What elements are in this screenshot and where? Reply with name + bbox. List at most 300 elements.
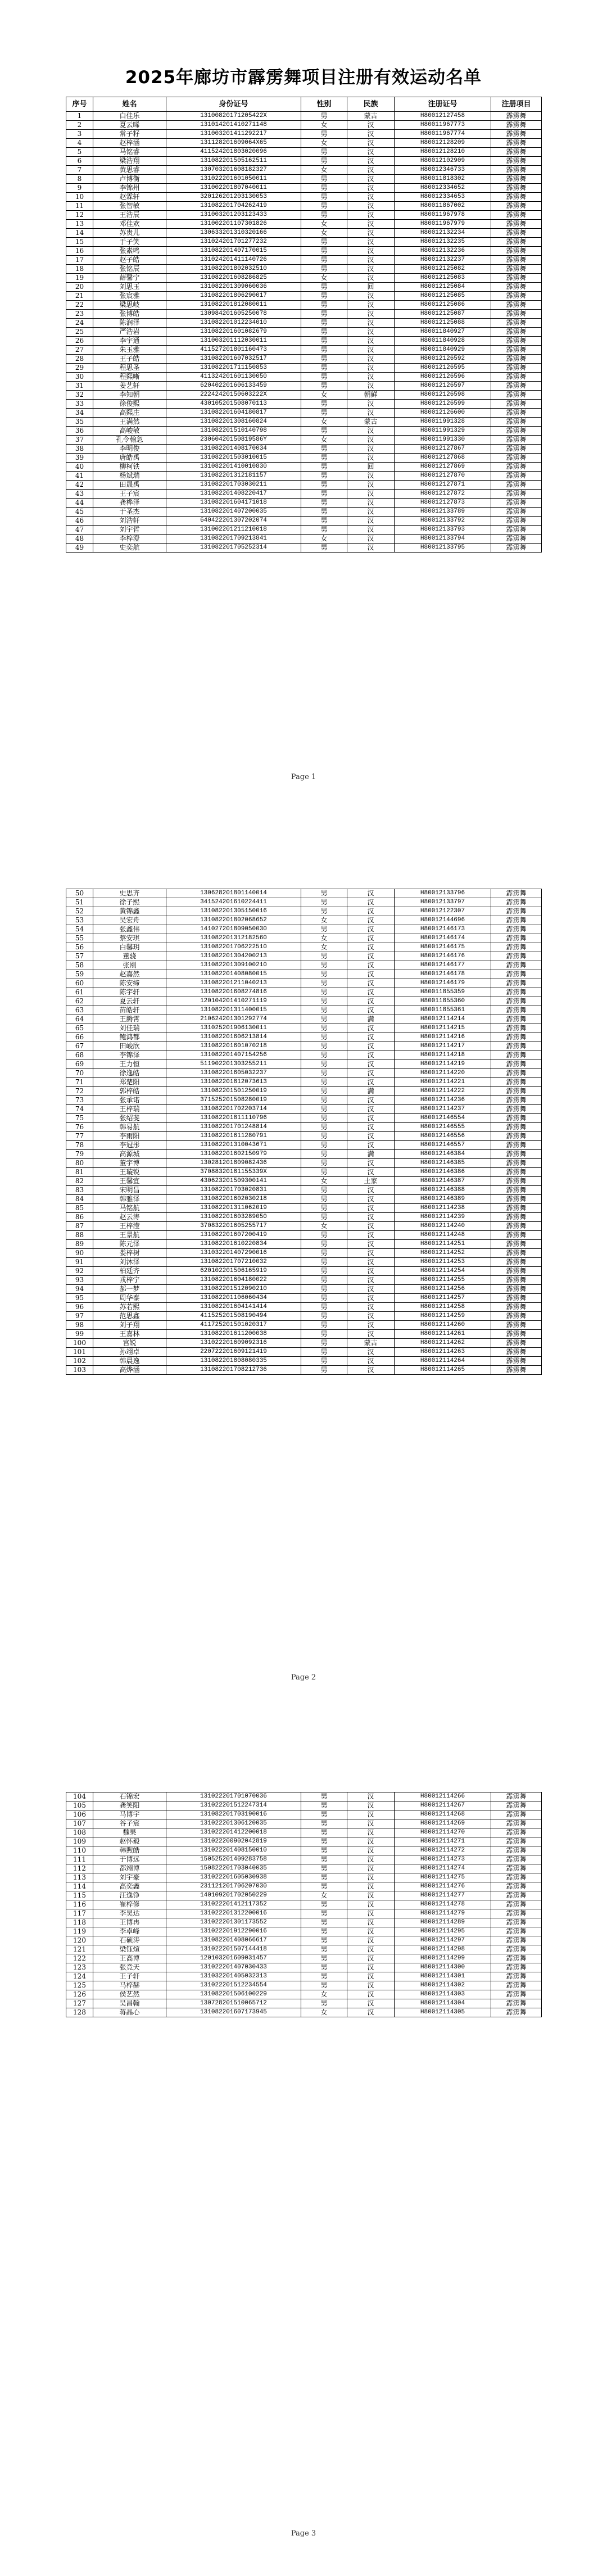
cell-gender: 男 xyxy=(301,490,347,499)
cell-name: 王博冉 xyxy=(93,1918,166,1927)
cell-gender: 男 xyxy=(301,1972,347,1981)
cell-name: 张智敏 xyxy=(93,202,166,211)
cell-index: 81 xyxy=(66,1168,93,1177)
cell-gender: 男 xyxy=(301,988,347,997)
cell-name: 娄梓树 xyxy=(93,1249,166,1258)
cell-event: 霹雳舞 xyxy=(491,952,542,961)
cell-gender: 男 xyxy=(301,247,347,256)
cell-registration-number: H80012114237 xyxy=(395,1105,491,1114)
cell-name: 白佳乐 xyxy=(93,112,166,121)
cell-gender: 男 xyxy=(301,1042,347,1051)
cell-registration-number: H80012114239 xyxy=(395,1213,491,1222)
cell-gender: 男 xyxy=(301,1837,347,1846)
cell-gender: 男 xyxy=(301,1819,347,1828)
cell-ethnicity: 汉 xyxy=(347,1276,395,1285)
cell-name: 赵梓涵 xyxy=(93,139,166,148)
cell-registration-number: H80012126597 xyxy=(395,382,491,391)
table-row xyxy=(66,1864,542,1873)
cell-registration-number: H80012334653 xyxy=(395,193,491,202)
table-row xyxy=(66,1204,542,1213)
cell-index: 102 xyxy=(66,1357,93,1366)
cell-name: 韩晨逸 xyxy=(93,1357,166,1366)
cell-ethnicity: 汉 xyxy=(347,121,395,130)
cell-registration-number: H80011967978 xyxy=(395,211,491,220)
table-row xyxy=(66,373,542,382)
cell-id-number: 131024201701277232 xyxy=(166,238,301,247)
cell-index: 5 xyxy=(66,148,93,157)
cell-event: 霹雳舞 xyxy=(491,997,542,1006)
table-row xyxy=(66,1936,542,1945)
cell-event: 霹雳舞 xyxy=(491,1990,542,1999)
cell-event: 霹雳舞 xyxy=(491,1087,542,1096)
cell-index: 51 xyxy=(66,898,93,907)
cell-index: 44 xyxy=(66,499,93,508)
cell-index: 40 xyxy=(66,463,93,472)
cell-index: 111 xyxy=(66,1855,93,1864)
table-row xyxy=(66,355,542,364)
cell-index: 55 xyxy=(66,934,93,943)
cell-index: 29 xyxy=(66,364,93,373)
cell-index: 69 xyxy=(66,1060,93,1069)
cell-registration-number: H80012132235 xyxy=(395,238,491,247)
cell-gender: 男 xyxy=(301,1276,347,1285)
cell-name: 赵子皓 xyxy=(93,256,166,265)
cell-gender: 男 xyxy=(301,382,347,391)
cell-gender: 男 xyxy=(301,898,347,907)
cell-id-number: 131082201604180022 xyxy=(166,1276,301,1285)
cell-index: 78 xyxy=(66,1141,93,1150)
cell-gender: 男 xyxy=(301,526,347,535)
cell-name: 张博皓 xyxy=(93,310,166,319)
table-row xyxy=(66,1954,542,1963)
table-row xyxy=(66,202,542,211)
cell-event: 霹雳舞 xyxy=(491,391,542,400)
cell-index: 53 xyxy=(66,916,93,925)
cell-ethnicity: 汉 xyxy=(347,1945,395,1954)
cell-gender: 男 xyxy=(301,319,347,328)
cell-index: 123 xyxy=(66,1963,93,1972)
cell-ethnicity: 汉 xyxy=(347,535,395,544)
cell-registration-number: H80012128209 xyxy=(395,139,491,148)
cell-ethnicity: 汉 xyxy=(347,1033,395,1042)
table-row xyxy=(66,1114,542,1123)
cell-name: 薛馨宁 xyxy=(93,274,166,283)
table-row xyxy=(66,898,542,907)
cell-name: 张素鸣 xyxy=(93,247,166,256)
cell-registration-number: H80012146387 xyxy=(395,1177,491,1186)
cell-registration-number: H80012146554 xyxy=(395,1114,491,1123)
cell-id-number: 131082201812073613 xyxy=(166,1078,301,1087)
cell-ethnicity: 汉 xyxy=(347,238,395,247)
cell-event: 霹雳舞 xyxy=(491,925,542,934)
cell-id-number: 131082201606213814 xyxy=(166,1033,301,1042)
cell-name: 赵嘉然 xyxy=(93,970,166,979)
cell-event: 霹雳舞 xyxy=(491,1177,542,1186)
cell-id-number: 131082201304200213 xyxy=(166,952,301,961)
cell-id-number: 22242420150603222X xyxy=(166,391,301,400)
cell-index: 21 xyxy=(66,292,93,301)
cell-ethnicity: 汉 xyxy=(347,1321,395,1330)
cell-id-number: 131082201802032510 xyxy=(166,265,301,274)
cell-gender: 男 xyxy=(301,1168,347,1177)
cell-ethnicity: 汉 xyxy=(347,1294,395,1303)
cell-index: 99 xyxy=(66,1330,93,1339)
cell-ethnicity: 汉 xyxy=(347,1981,395,1990)
document-title: 2025年廊坊市霹雳舞项目注册有效运动名单 xyxy=(125,67,482,88)
cell-index: 66 xyxy=(66,1033,93,1042)
cell-name: 王璇锐 xyxy=(93,1168,166,1177)
cell-id-number: 131022201609092316 xyxy=(166,1339,301,1348)
cell-ethnicity: 汉 xyxy=(347,1195,395,1204)
cell-registration-number: H80012114222 xyxy=(395,1087,491,1096)
cell-id-number: 131014201410271148 xyxy=(166,121,301,130)
cell-registration-number: H80012114304 xyxy=(395,1999,491,2008)
cell-id-number: 640422201307202074 xyxy=(166,517,301,526)
cell-id-number: 150525201409283758 xyxy=(166,1855,301,1864)
cell-registration-number: H80012334652 xyxy=(395,184,491,193)
cell-id-number: 130728201510065712 xyxy=(166,1999,301,2008)
registration-table-page-1 xyxy=(66,97,542,553)
cell-name: 蔡安琪 xyxy=(93,934,166,943)
table-row xyxy=(66,544,542,553)
cell-index: 92 xyxy=(66,1267,93,1276)
cell-name: 马梓赫 xyxy=(93,1981,166,1990)
table-row xyxy=(66,1285,542,1294)
cell-registration-number: H80012114265 xyxy=(395,1366,491,1375)
cell-index: 105 xyxy=(66,1801,93,1810)
cell-gender: 男 xyxy=(301,337,347,346)
cell-event: 霹雳舞 xyxy=(491,1864,542,1873)
cell-ethnicity: 汉 xyxy=(347,427,395,436)
cell-registration-number: H80012125085 xyxy=(395,292,491,301)
cell-gender: 男 xyxy=(301,1936,347,1945)
cell-name: 李梓澄 xyxy=(93,535,166,544)
cell-gender: 男 xyxy=(301,1132,347,1141)
cell-event: 霹雳舞 xyxy=(491,274,542,283)
cell-id-number: 131022201408150010 xyxy=(166,1846,301,1855)
cell-ethnicity: 汉 xyxy=(347,1060,395,1069)
cell-ethnicity: 汉 xyxy=(347,1954,395,1963)
cell-name: 李宇通 xyxy=(93,337,166,346)
cell-index: 49 xyxy=(66,544,93,553)
table-row xyxy=(66,934,542,943)
cell-name: 黄锦鑫 xyxy=(93,907,166,916)
cell-ethnicity: 汉 xyxy=(347,916,395,925)
table-row xyxy=(66,1141,542,1150)
cell-index: 30 xyxy=(66,373,93,382)
cell-id-number: 131022201601050011 xyxy=(166,175,301,184)
cell-ethnicity: 汉 xyxy=(347,1366,395,1375)
table-row xyxy=(66,121,542,130)
cell-gender: 男 xyxy=(301,1882,347,1891)
cell-gender: 男 xyxy=(301,472,347,481)
cell-id-number: 131082201702203714 xyxy=(166,1105,301,1114)
cell-index: 122 xyxy=(66,1954,93,1963)
cell-id-number: 411525201508190494 xyxy=(166,1312,301,1321)
cell-registration-number: H80012122307 xyxy=(395,907,491,916)
cell-name: 夏云轩 xyxy=(93,997,166,1006)
cell-id-number: 37088320181155339X xyxy=(166,1168,301,1177)
cell-gender: 男 xyxy=(301,193,347,202)
cell-id-number: 130703201608182327 xyxy=(166,166,301,175)
cell-registration-number: H80012146176 xyxy=(395,952,491,961)
cell-id-number: 131082201604180817 xyxy=(166,409,301,418)
table-row xyxy=(66,1240,542,1249)
cell-registration-number: H80011967773 xyxy=(395,121,491,130)
cell-name: 张绍斐 xyxy=(93,1114,166,1123)
cell-ethnicity: 汉 xyxy=(347,229,395,238)
cell-gender: 男 xyxy=(301,346,347,355)
cell-gender: 男 xyxy=(301,1006,347,1015)
cell-gender: 男 xyxy=(301,463,347,472)
cell-registration-number: H80012114219 xyxy=(395,1060,491,1069)
cell-ethnicity: 汉 xyxy=(347,1810,395,1819)
cell-index: 7 xyxy=(66,166,93,175)
table-row xyxy=(66,517,542,526)
cell-name: 韩雅泽 xyxy=(93,1195,166,1204)
cell-registration-number: H80012114301 xyxy=(395,1972,491,1981)
table-row xyxy=(66,337,542,346)
cell-id-number: 131082201709213841 xyxy=(166,535,301,544)
cell-name: 宋明昌 xyxy=(93,1186,166,1195)
cell-name: 徐俊熙 xyxy=(93,400,166,409)
cell-ethnicity: 土家 xyxy=(347,1177,395,1186)
cell-ethnicity: 满 xyxy=(347,1015,395,1024)
cell-ethnicity: 汉 xyxy=(347,1114,395,1123)
table-row xyxy=(66,1918,542,1927)
cell-index: 32 xyxy=(66,391,93,400)
cell-id-number: 131082201605032237 xyxy=(166,1069,301,1078)
cell-ethnicity: 汉 xyxy=(347,130,395,139)
cell-name: 朱玉雅 xyxy=(93,346,166,355)
cell-id-number: 430623201509300141 xyxy=(166,1177,301,1186)
cell-gender: 男 xyxy=(301,1855,347,1864)
cell-index: 46 xyxy=(66,517,93,526)
cell-name: 王浩辰 xyxy=(93,211,166,220)
cell-ethnicity: 汉 xyxy=(347,1918,395,1927)
cell-id-number: 130984201605250078 xyxy=(166,310,301,319)
cell-gender: 女 xyxy=(301,139,347,148)
cell-event: 霹雳舞 xyxy=(491,292,542,301)
cell-id-number: 131082201408220417 xyxy=(166,490,301,499)
cell-ethnicity: 汉 xyxy=(347,409,395,418)
cell-event: 霹雳舞 xyxy=(491,916,542,925)
cell-ethnicity: 汉 xyxy=(347,247,395,256)
cell-ethnicity: 汉 xyxy=(347,148,395,157)
table-row xyxy=(66,1303,542,1312)
cell-event: 霹雳舞 xyxy=(491,1096,542,1105)
cell-gender: 女 xyxy=(301,2008,347,2017)
cell-gender: 男 xyxy=(301,373,347,382)
cell-id-number: 411324201601130050 xyxy=(166,373,301,382)
cell-index: 15 xyxy=(66,238,93,247)
table-row xyxy=(66,499,542,508)
cell-registration-number: H80012132234 xyxy=(395,229,491,238)
cell-id-number: 131128201609064X65 xyxy=(166,139,301,148)
cell-registration-number: H80012114274 xyxy=(395,1864,491,1873)
cell-id-number: 131082201211040213 xyxy=(166,979,301,988)
cell-ethnicity: 汉 xyxy=(347,1999,395,2008)
cell-index: 110 xyxy=(66,1846,93,1855)
cell-gender: 女 xyxy=(301,418,347,427)
cell-id-number: 131082201505162511 xyxy=(166,157,301,166)
table-row xyxy=(66,1051,542,1060)
cell-ethnicity: 汉 xyxy=(347,274,395,283)
cell-registration-number: H80012146384 xyxy=(395,1150,491,1159)
cell-ethnicity: 汉 xyxy=(347,1801,395,1810)
table-row xyxy=(66,265,542,274)
cell-ethnicity: 汉 xyxy=(347,1168,395,1177)
cell-ethnicity: 汉 xyxy=(347,139,395,148)
cell-ethnicity: 汉 xyxy=(347,1213,395,1222)
cell-event: 霹雳舞 xyxy=(491,1855,542,1864)
cell-event: 霹雳舞 xyxy=(491,1918,542,1927)
table-row xyxy=(66,1846,542,1855)
cell-index: 27 xyxy=(66,346,93,355)
cell-id-number: 131082201305150016 xyxy=(166,907,301,916)
cell-event: 霹雳舞 xyxy=(491,1051,542,1060)
cell-registration-number: H80011840928 xyxy=(395,337,491,346)
cell-gender: 男 xyxy=(301,970,347,979)
cell-event: 霹雳舞 xyxy=(491,1222,542,1231)
cell-ethnicity: 汉 xyxy=(347,526,395,535)
cell-event: 霹雳舞 xyxy=(491,1909,542,1918)
cell-event: 霹雳舞 xyxy=(491,139,542,148)
cell-registration-number: H80011855359 xyxy=(395,988,491,997)
cell-id-number: 131082201711150853 xyxy=(166,364,301,373)
cell-event: 霹雳舞 xyxy=(491,454,542,463)
cell-name: 常子籽 xyxy=(93,130,166,139)
cell-gender: 男 xyxy=(301,1240,347,1249)
table-row xyxy=(66,1186,542,1195)
cell-event: 霹雳舞 xyxy=(491,1873,542,1882)
table-row xyxy=(66,481,542,490)
cell-id-number: 131022201301173552 xyxy=(166,1918,301,1927)
cell-index: 33 xyxy=(66,400,93,409)
cell-event: 霹雳舞 xyxy=(491,1123,542,1132)
cell-registration-number: H80012114253 xyxy=(395,1258,491,1267)
cell-gender: 男 xyxy=(301,1069,347,1078)
cell-gender: 男 xyxy=(301,130,347,139)
cell-name: 史奕航 xyxy=(93,544,166,553)
cell-registration-number: H80012127458 xyxy=(395,112,491,121)
cell-event: 霹雳舞 xyxy=(491,112,542,121)
cell-ethnicity: 汉 xyxy=(347,1882,395,1891)
table-row xyxy=(66,508,542,517)
cell-gender: 男 xyxy=(301,1864,347,1873)
cell-event: 霹雳舞 xyxy=(491,1321,542,1330)
cell-registration-number: H80012114221 xyxy=(395,1078,491,1087)
cell-ethnicity: 汉 xyxy=(347,1141,395,1150)
cell-index: 59 xyxy=(66,970,93,979)
cell-event: 霹雳舞 xyxy=(491,1015,542,1024)
cell-name: 谷子宸 xyxy=(93,1819,166,1828)
cell-id-number: 131022200902042819 xyxy=(166,1837,301,1846)
cell-registration-number: H80012146556 xyxy=(395,1132,491,1141)
cell-id-number: 411527201801160473 xyxy=(166,346,301,355)
cell-event: 霹雳舞 xyxy=(491,319,542,328)
table-row xyxy=(66,943,542,952)
cell-name: 白馨玥 xyxy=(93,943,166,952)
cell-ethnicity: 汉 xyxy=(347,1936,395,1945)
cell-event: 霹雳舞 xyxy=(491,1927,542,1936)
cell-index: 70 xyxy=(66,1069,93,1078)
table-row xyxy=(66,1963,542,1972)
table-row xyxy=(66,1249,542,1258)
table-row xyxy=(66,1267,542,1276)
table-row xyxy=(66,1909,542,1918)
cell-name: 徐逸皓 xyxy=(93,1069,166,1078)
cell-registration-number: H80012126596 xyxy=(395,373,491,382)
cell-registration-number: H80012114248 xyxy=(395,1231,491,1240)
cell-gender: 男 xyxy=(301,1918,347,1927)
cell-registration-number: H80012114264 xyxy=(395,1357,491,1366)
cell-event: 霹雳舞 xyxy=(491,1801,542,1810)
cell-event: 霹雳舞 xyxy=(491,1972,542,1981)
cell-ethnicity: 汉 xyxy=(347,211,395,220)
cell-registration-number: H80012114270 xyxy=(395,1828,491,1837)
cell-gender: 男 xyxy=(301,1981,347,1990)
cell-gender: 男 xyxy=(301,202,347,211)
cell-ethnicity: 汉 xyxy=(347,1330,395,1339)
cell-ethnicity: 汉 xyxy=(347,1927,395,1936)
cell-event: 霹雳舞 xyxy=(491,1981,542,1990)
cell-event: 霹雳舞 xyxy=(491,130,542,139)
cell-index: 79 xyxy=(66,1150,93,1159)
cell-gender: 男 xyxy=(301,1828,347,1837)
table-row xyxy=(66,346,542,355)
cell-name: 都翊博 xyxy=(93,1864,166,1873)
cell-name: 孔令翰忽 xyxy=(93,436,166,445)
cell-registration-number: H80012125088 xyxy=(395,319,491,328)
header-index: 序号 xyxy=(66,97,93,112)
cell-id-number: 131022201412117352 xyxy=(166,1900,301,1909)
cell-ethnicity: 汉 xyxy=(347,499,395,508)
cell-gender: 男 xyxy=(301,328,347,337)
cell-name: 戎梓宁 xyxy=(93,1276,166,1285)
cell-index: 91 xyxy=(66,1258,93,1267)
header-ethnicity: 民族 xyxy=(347,97,395,112)
cell-gender: 男 xyxy=(301,1285,347,1294)
cell-ethnicity: 汉 xyxy=(347,454,395,463)
cell-ethnicity: 汉 xyxy=(347,1312,395,1321)
cell-gender: 男 xyxy=(301,1051,347,1060)
cell-ethnicity: 汉 xyxy=(347,1042,395,1051)
cell-ethnicity: 汉 xyxy=(347,166,395,175)
cell-ethnicity: 汉 xyxy=(347,1357,395,1366)
table-row xyxy=(66,1792,542,1801)
table-row xyxy=(66,1195,542,1204)
cell-gender: 男 xyxy=(301,1357,347,1366)
cell-registration-number: H80012144696 xyxy=(395,916,491,925)
cell-gender: 男 xyxy=(301,1294,347,1303)
cell-ethnicity: 汉 xyxy=(347,1231,395,1240)
cell-registration-number: H80012114262 xyxy=(395,1339,491,1348)
cell-name: 李知朝 xyxy=(93,391,166,400)
cell-ethnicity: 汉 xyxy=(347,310,395,319)
cell-ethnicity: 蒙古 xyxy=(347,112,395,121)
cell-id-number: 131003201411292217 xyxy=(166,130,301,139)
cell-id-number: 131082201703020831 xyxy=(166,1186,301,1195)
table-row xyxy=(66,1945,542,1954)
cell-registration-number: H80012114238 xyxy=(395,1204,491,1213)
cell-name: 赵霖轩 xyxy=(93,193,166,202)
cell-id-number: 131082201410010830 xyxy=(166,463,301,472)
cell-name: 高奕鑫 xyxy=(93,1882,166,1891)
cell-event: 霹雳舞 xyxy=(491,499,542,508)
cell-registration-number: H80012114220 xyxy=(395,1069,491,1078)
cell-id-number: 131032201407290016 xyxy=(166,1249,301,1258)
